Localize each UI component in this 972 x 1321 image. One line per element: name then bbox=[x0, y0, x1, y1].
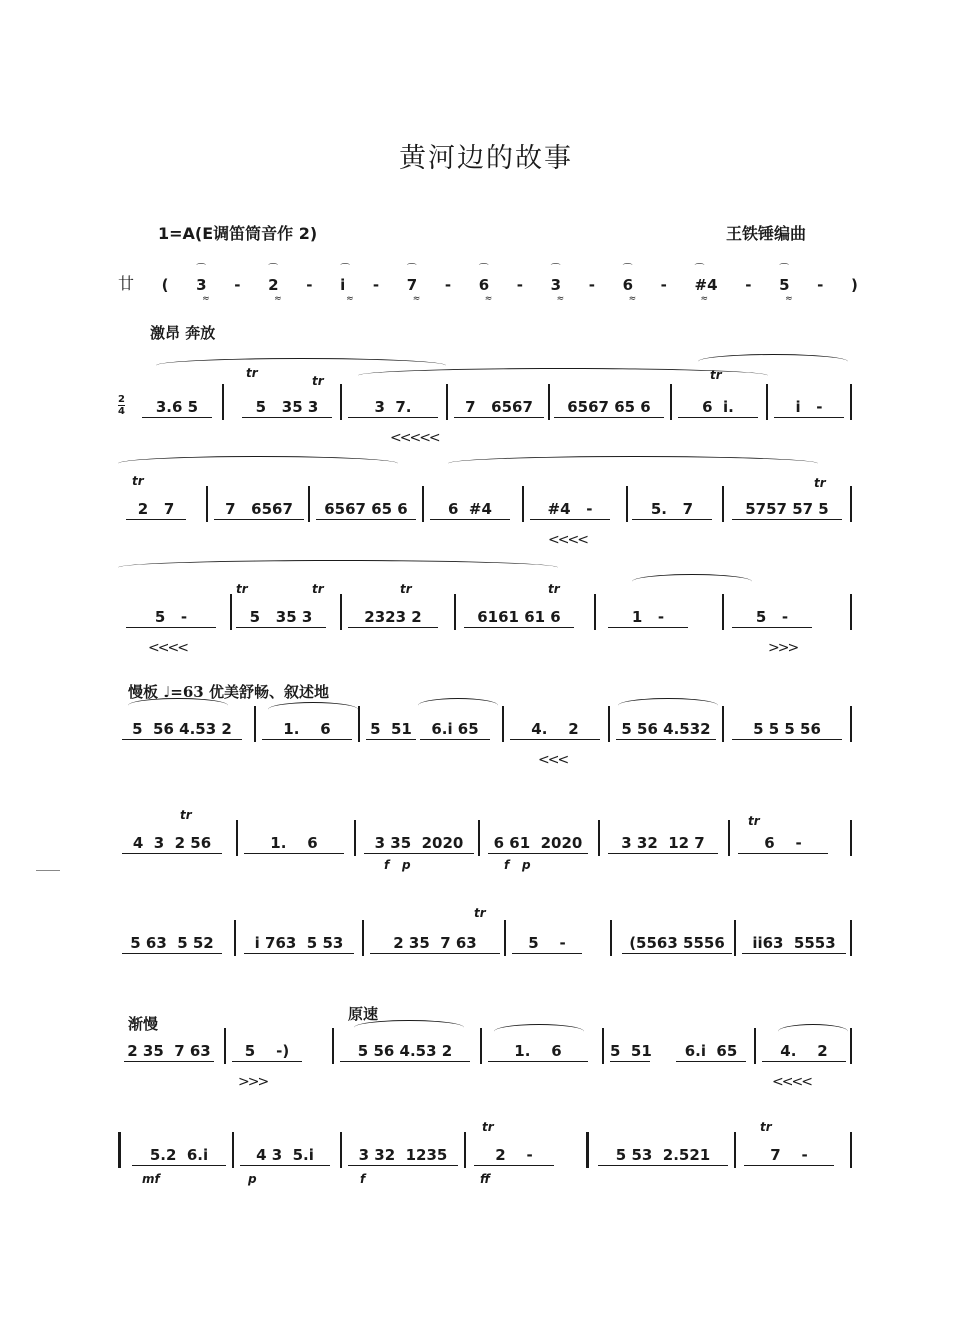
bar-line bbox=[222, 384, 224, 420]
dynamic-p: p bbox=[522, 858, 531, 872]
diminuendo-hairpin: >>> bbox=[238, 1074, 268, 1090]
tempo-mark: 慢板 ♩=63 优美舒畅、叙述地 bbox=[128, 683, 329, 701]
bar-line bbox=[340, 594, 342, 630]
trill-mark: tr bbox=[236, 582, 248, 596]
measure: 6161 61 6 bbox=[464, 608, 574, 628]
bar-line bbox=[850, 1028, 852, 1064]
bar-line bbox=[206, 486, 208, 522]
intro-dash: - bbox=[372, 276, 380, 294]
bar-line bbox=[548, 384, 550, 420]
score-line-3 bbox=[118, 582, 858, 656]
intro-note: ⌒ i ≈ bbox=[340, 266, 345, 294]
trill-mark: tr bbox=[246, 366, 258, 380]
bar-line bbox=[354, 820, 356, 856]
bar-line bbox=[850, 920, 852, 956]
measure: 2 7 bbox=[126, 500, 186, 520]
bar-line bbox=[332, 1028, 334, 1064]
bar-line bbox=[236, 820, 238, 856]
measure: 1. 6 bbox=[244, 834, 344, 854]
composer-credit: 王铁锤编曲 bbox=[726, 224, 807, 243]
intro-note: ⌒ 3 ≈ bbox=[551, 266, 561, 294]
score-line-8 bbox=[118, 1120, 858, 1186]
phrase-slur bbox=[494, 1024, 584, 1039]
intro-close-paren: ) bbox=[851, 276, 858, 294]
measure: 4 3 5.i bbox=[240, 1146, 330, 1166]
intro-note: ⌒ 6 ≈ bbox=[479, 266, 489, 294]
phrase-slur bbox=[118, 456, 398, 471]
trill-mark: tr bbox=[548, 582, 560, 596]
bar-line bbox=[308, 486, 310, 522]
bar-line bbox=[362, 920, 364, 956]
phrase-slur bbox=[778, 1024, 848, 1039]
bar-line bbox=[850, 706, 852, 742]
measure: 4. 2 bbox=[762, 1042, 846, 1062]
intro-dash: - bbox=[817, 276, 824, 294]
measure: 3 32 12 7 bbox=[608, 834, 718, 854]
trill-mark: tr bbox=[760, 1120, 772, 1134]
trill-mark: tr bbox=[400, 582, 412, 596]
measure: (5563 5556 bbox=[622, 934, 732, 954]
crescendo-hairpin: <<<< bbox=[772, 1074, 811, 1090]
bar-line bbox=[522, 486, 524, 522]
bar-line bbox=[340, 1132, 342, 1168]
intro-dash: - bbox=[444, 276, 452, 294]
dynamic-p: p bbox=[248, 1172, 257, 1186]
intro-line bbox=[118, 266, 858, 294]
bar-line bbox=[734, 920, 736, 956]
crescendo-hairpin: <<<<< bbox=[390, 430, 439, 446]
repeat-start-bar bbox=[118, 1132, 121, 1168]
measure: 6 61 2020 bbox=[488, 834, 588, 854]
score-title: 黄河边的故事 bbox=[399, 143, 573, 174]
bar-line bbox=[340, 384, 342, 420]
measure: 5 5 5 56 bbox=[732, 720, 842, 740]
trill-mark: tr bbox=[474, 906, 486, 920]
measure: 7 6567 bbox=[454, 398, 544, 418]
measure: 2 35 7 63 bbox=[370, 934, 500, 954]
phrase-slur bbox=[268, 702, 358, 717]
measure: #4 - bbox=[530, 500, 610, 520]
measure: 6 - bbox=[738, 834, 828, 854]
bar-line bbox=[594, 594, 596, 630]
measure: 1. 6 bbox=[262, 720, 352, 740]
bar-line bbox=[722, 594, 724, 630]
score-line-7 bbox=[118, 1042, 858, 1090]
bar-line bbox=[478, 820, 480, 856]
margin-mark bbox=[36, 870, 60, 871]
bar-line bbox=[422, 486, 424, 522]
measure: 5 51 bbox=[366, 720, 416, 740]
measure: 5 56 4.532 bbox=[616, 720, 716, 740]
bar-line bbox=[670, 384, 672, 420]
phrase-slur bbox=[128, 698, 228, 713]
score-line-4 bbox=[118, 720, 858, 768]
dynamic-f: f bbox=[384, 858, 390, 872]
measure: 2 35 7 63 bbox=[124, 1042, 214, 1062]
trill-mark: tr bbox=[710, 368, 722, 382]
bar-line bbox=[464, 1132, 466, 1168]
trill-mark: tr bbox=[748, 814, 760, 828]
trill-mark: tr bbox=[482, 1120, 494, 1134]
bar-line bbox=[850, 594, 852, 630]
measure: 6.i 65 bbox=[676, 1042, 746, 1062]
phrase-slur bbox=[118, 560, 558, 575]
bar-line bbox=[224, 1028, 226, 1064]
measure: i 763 5 53 bbox=[244, 934, 354, 954]
measure: 4. 2 bbox=[510, 720, 600, 740]
trill-mark: tr bbox=[814, 476, 826, 490]
phrase-slur bbox=[358, 368, 768, 383]
measure: 7 6567 bbox=[214, 500, 304, 520]
bar-line bbox=[446, 384, 448, 420]
phrase-slur bbox=[632, 574, 752, 589]
measure: 5.2 6.i bbox=[132, 1146, 226, 1166]
bar-line bbox=[480, 1028, 482, 1064]
intro-open-paren: ( bbox=[161, 276, 169, 294]
measure: 5 35 3 bbox=[236, 608, 326, 628]
expression-mark: 渐慢 bbox=[128, 1015, 159, 1033]
intro-dash: - bbox=[588, 276, 595, 294]
measure: 5. 7 bbox=[632, 500, 712, 520]
measure: 3 32 1235 bbox=[348, 1146, 458, 1166]
score-line-5 bbox=[118, 808, 858, 872]
phrase-slur bbox=[698, 354, 848, 369]
measure: 5 56 4.53 2 bbox=[340, 1042, 470, 1062]
measure: 7 - bbox=[744, 1146, 834, 1166]
free-tempo-mark: 廿 bbox=[118, 274, 135, 293]
bar-line bbox=[454, 594, 456, 630]
dynamic-ff: ff bbox=[480, 1172, 490, 1186]
intro-dash: - bbox=[306, 276, 313, 294]
crescendo-hairpin: <<<< bbox=[148, 640, 187, 656]
trill-mark: tr bbox=[312, 374, 324, 388]
bar-line bbox=[504, 920, 506, 956]
measure: 5 51 bbox=[610, 1042, 652, 1060]
trill-mark: tr bbox=[180, 808, 192, 822]
intro-note: ⌒ 3 ≈ bbox=[196, 266, 206, 294]
score-line-1 bbox=[118, 366, 858, 446]
bar-line bbox=[254, 706, 256, 742]
crescendo-hairpin: <<<< bbox=[548, 532, 587, 548]
bar-line bbox=[850, 384, 852, 420]
bar-line bbox=[232, 1132, 234, 1168]
bar-line bbox=[766, 384, 768, 420]
bar-line bbox=[598, 820, 600, 856]
measure: 5 63 5 52 bbox=[122, 934, 222, 954]
expression-mark: 原速 bbox=[348, 1005, 379, 1023]
bar-line bbox=[728, 820, 730, 856]
expression-mark: 激昂 奔放 bbox=[150, 324, 216, 342]
measure: 3.6 5 bbox=[142, 398, 212, 418]
bar-line bbox=[722, 706, 724, 742]
intro-note: ⌒ 7 ≈ bbox=[407, 266, 417, 294]
bar-line bbox=[358, 706, 360, 742]
measure: 1 - bbox=[608, 608, 688, 628]
bar-line bbox=[608, 706, 610, 742]
measure: 2323 2 bbox=[348, 608, 438, 628]
intro-note: ⌒ 6 ≈ bbox=[623, 266, 633, 294]
repeat-end-bar bbox=[586, 1132, 589, 1168]
bar-line bbox=[626, 486, 628, 522]
measure: 5 35 3 bbox=[242, 398, 332, 418]
intro-note: ⌒ #4 ≈ bbox=[695, 266, 718, 294]
measure: 2 - bbox=[474, 1146, 554, 1166]
intro-dash: - bbox=[745, 276, 752, 294]
trill-mark: tr bbox=[132, 474, 144, 488]
dynamic-mf: mf bbox=[142, 1172, 160, 1186]
trill-mark: tr bbox=[312, 582, 324, 596]
phrase-slur bbox=[354, 1020, 464, 1035]
measure: 4 3 2 56 bbox=[122, 834, 222, 854]
bar-line bbox=[602, 1028, 604, 1064]
measure: 5 56 4.53 2 bbox=[122, 720, 242, 740]
measure: 6567 65 6 bbox=[316, 500, 416, 520]
diminuendo-hairpin: >>> bbox=[768, 640, 798, 656]
measure: 6 #4 bbox=[430, 500, 510, 520]
intro-note: ⌒ 5 ≈ bbox=[779, 266, 789, 294]
measure: 5 - bbox=[512, 934, 582, 954]
measure: i - bbox=[774, 398, 844, 418]
bar-line bbox=[850, 1132, 852, 1168]
bar-line bbox=[754, 1028, 756, 1064]
dynamic-f: f bbox=[504, 858, 510, 872]
measure: 5 - bbox=[732, 608, 812, 628]
measure: 5757 57 5 bbox=[732, 500, 842, 520]
bar-line bbox=[850, 486, 852, 522]
measure: 6567 65 6 bbox=[554, 398, 664, 418]
crescendo-hairpin: <<< bbox=[538, 752, 568, 768]
bar-line bbox=[734, 1132, 736, 1168]
phrase-slur bbox=[418, 698, 498, 713]
measure: ii63 5553 bbox=[742, 934, 846, 954]
intro-note: ⌒ 2 ≈ bbox=[268, 266, 278, 294]
dynamic-p: p bbox=[402, 858, 411, 872]
measure: 5 - bbox=[126, 608, 216, 628]
key-signature: 1=A(E调笛筒音作 2) bbox=[158, 224, 318, 243]
bar-line bbox=[610, 920, 612, 956]
measure: 3 7. bbox=[348, 398, 438, 418]
measure: 5 -) bbox=[232, 1042, 302, 1062]
measure: 6 i. bbox=[678, 398, 758, 418]
intro-dash: - bbox=[660, 276, 667, 294]
bar-line bbox=[230, 594, 232, 630]
score-line-6 bbox=[118, 906, 858, 956]
measure: 6.i 65 bbox=[420, 720, 490, 740]
phrase-slur bbox=[618, 698, 718, 713]
dynamic-f: f bbox=[360, 1172, 366, 1186]
bar-line bbox=[502, 706, 504, 742]
measure: 1. 6 bbox=[488, 1042, 588, 1062]
measure: 5 53 2.521 bbox=[598, 1146, 728, 1166]
bar-line bbox=[234, 920, 236, 956]
time-signature: 2 4 bbox=[118, 394, 125, 417]
measure: 3 35 2020 bbox=[364, 834, 474, 854]
bar-line bbox=[850, 820, 852, 856]
intro-dash: - bbox=[516, 276, 523, 294]
phrase-slur bbox=[448, 456, 818, 471]
intro-dash: - bbox=[234, 276, 241, 294]
score-line-2 bbox=[118, 474, 858, 548]
bar-line bbox=[722, 486, 724, 522]
